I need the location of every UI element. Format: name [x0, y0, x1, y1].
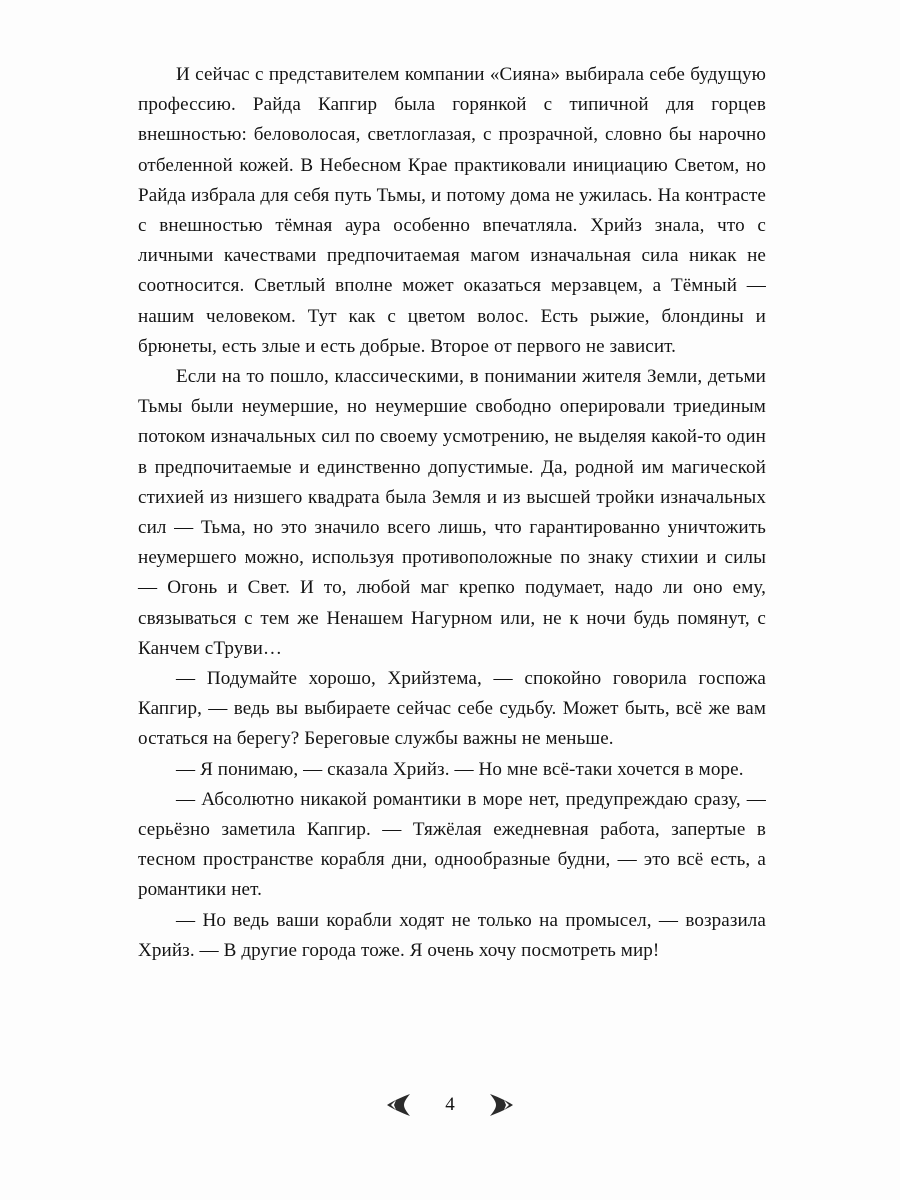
paragraph: — Абсолютно никакой романтики в море нет, предупреждаю сразу, — серьёзно заметила Капгир. — Тяжёлая ежедневная работа, запертые в тесном пространстве корабля дни, однообразные будни, — это всё есть, а романтики нет. [138, 788, 766, 901]
paragraph: И сейчас с представителем компании «Сияна» выбирала себе будущую профессию. Райда Капгир была горянкой с типичной для горцев внешностью: беловолосая, светлоглазая, с прозрачной, словно бы нарочно отбеленной кожей. В Небесном Крае практиковали инициацию Светом, но Райда избрала для себя путь Тьмы, и потому дома не ужилась. На контрасте с внешностью тёмная аура особенно впечатляла. Хрийз знала, что с личными качествами предпочитаемая магом изначальная сила никак не соотносится. Светлый вполне может оказаться мерзавцем, а Тёмный — нашим человеком. Тут как с цветом волос. Есть рыжие, блондины и брюнеты, есть злые и есть добрые. Второе от первого не зависит. [138, 64, 766, 357]
page-footer [0, 1090, 900, 1125]
paragraph: — Но ведь ваши корабли ходят не только на промысел, — возразила Хрийз. — В другие города тоже. Я очень хочу посмотреть мир! [138, 909, 766, 961]
paragraph: Если на то пошло, классическими, в понимании жителя Земли, детьми Тьмы были неумершие, но неумершие свободно оперировали триединым потоком изначальных сил по своему усмотрению, не выделяя какой-то один в предпочитаемые и единственно допустимые. Да, родной им магической стихией из низшего квадрата была Земля и из высшей тройки изначальных сил — Тьма, но это значило всего лишь, что гарантированно уничтожить неумершего можно, используя противоположные по знаку стихии и силы — Огонь и Свет. И то, любой маг крепко подумает, надо ли оно ему, связываться с тем же Ненашем Нагурном или, не к ночи будь помянут, с Канчем сТруви… [138, 366, 766, 659]
leaf-flourish-right-icon [487, 1090, 517, 1120]
body-text-column [138, 60, 766, 966]
folio-row [383, 1090, 517, 1120]
leaf-flourish-left-icon [383, 1090, 413, 1120]
paragraph: — Подумайте хорошо, Хрийзтема, — спокойно говорила госпожа Капгир, — ведь вы выбираете сейчас себе судьбу. Может быть, всё же вам остаться на берегу? Береговые службы важны не меньше. [138, 668, 766, 750]
page-number: 4 [445, 1094, 455, 1115]
paragraph: — Я понимаю, — сказала Хрийз. — Но мне всё-таки хочется в море. [176, 758, 744, 780]
